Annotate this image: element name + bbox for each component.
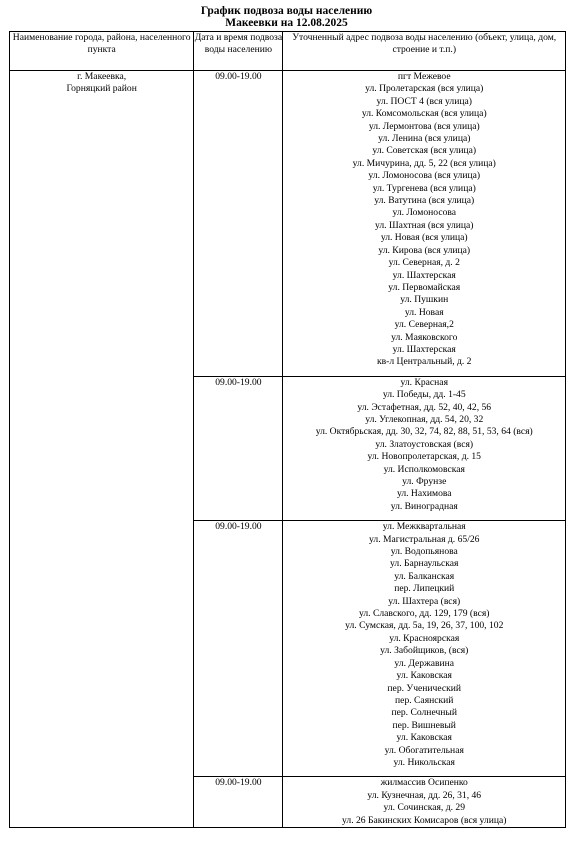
address-line: ул. Шахтерская bbox=[392, 343, 456, 355]
address-line: пер. Ученический bbox=[387, 682, 462, 694]
address-line: ул. Шахтная (вся улица) bbox=[375, 219, 474, 231]
time-column-cell bbox=[194, 71, 283, 828]
address-line: ул. Исполкомовская bbox=[383, 463, 465, 475]
address-line: ул. Барнаульская bbox=[390, 558, 459, 570]
group-separator bbox=[193, 513, 283, 521]
address-line: ул. Кузнечная, дд. 26, 31, 46 bbox=[367, 789, 482, 801]
address-line: ул. ПОСТ 4 (вся улица) bbox=[376, 95, 472, 107]
table-header-row bbox=[10, 32, 566, 71]
address-line: ул. Ленина (вся улица) bbox=[378, 133, 471, 145]
address-line: ул. Забойщиков, (вся) bbox=[380, 645, 469, 657]
address-line: ул. Новая bbox=[404, 306, 444, 318]
time-block bbox=[194, 377, 282, 513]
address-block bbox=[283, 777, 565, 827]
address-line: ул. Тургенева (вся улица) bbox=[372, 182, 476, 194]
address-line: ул. Северная,2 bbox=[394, 319, 454, 331]
address-line: ул. Новая (вся улица) bbox=[380, 232, 468, 244]
address-line: ул. Пушкин bbox=[400, 294, 449, 306]
group-separator bbox=[193, 769, 283, 777]
address-line: ул. Победы, дд. 1-45 bbox=[382, 389, 466, 401]
address-line: ул. Ломоносова (вся улица) bbox=[368, 170, 481, 182]
header-address: Уточненный адрес подвоза воды населению (объект, улица, дом, строение и т.п.) bbox=[283, 32, 566, 71]
delivery-time: 09.00-19.00 bbox=[215, 71, 262, 82]
time-block bbox=[194, 777, 282, 827]
address-line: ул. Северная, д. 2 bbox=[388, 257, 460, 269]
address-line: ул. Каковская bbox=[396, 732, 452, 744]
group-separator bbox=[282, 769, 566, 777]
location-cell bbox=[10, 71, 194, 828]
address-line: ул. Шахтерская bbox=[392, 269, 456, 281]
address-line: пер. Вишневый bbox=[392, 719, 456, 731]
address-line: ул. Углекопная, дд. 54, 20, 32 bbox=[365, 413, 484, 425]
address-line: жилмассив Осипенко bbox=[380, 777, 468, 789]
address-line: ул. Первомайская bbox=[388, 281, 461, 293]
address-column-cell bbox=[283, 71, 566, 828]
time-block bbox=[194, 521, 282, 769]
delivery-time: 09.00-19.00 bbox=[215, 776, 262, 788]
address-line: ул. Нахимова bbox=[396, 488, 452, 500]
address-line: пер. Липецкий bbox=[394, 583, 455, 595]
table-row bbox=[10, 71, 566, 828]
address-line: ул. Сочинская, д. 29 bbox=[383, 802, 465, 814]
group-separator bbox=[193, 369, 283, 377]
address-block bbox=[283, 521, 565, 769]
address-line: ул. Славского, дд. 129, 179 (вся) bbox=[359, 608, 490, 620]
address-line: ул. Новопролетарская, д. 15 bbox=[367, 451, 481, 463]
group-separator bbox=[282, 369, 566, 377]
table-body bbox=[10, 71, 566, 828]
address-line: ул. Пролетарская (вся улица) bbox=[365, 83, 484, 95]
water-schedule-table bbox=[9, 31, 566, 828]
time-column bbox=[194, 71, 282, 827]
district-name: Горняцкий район bbox=[66, 83, 137, 94]
group-separator bbox=[282, 513, 566, 521]
address-line: ул. Каковская bbox=[396, 670, 452, 682]
address-line: ул. Эстафетная, дд. 52, 40, 42, 56 bbox=[357, 401, 492, 413]
address-line: ул. Шахтера (вся) bbox=[388, 595, 461, 607]
address-line: ул. Магистральная д. 65/26 bbox=[369, 533, 480, 545]
address-line: ул. Красная bbox=[400, 376, 448, 388]
address-line: ул. Ватутина (вся улица) bbox=[374, 195, 475, 207]
address-line: ул. Ломоносова bbox=[392, 207, 457, 219]
address-line: ул. 26 Бакинских Комисаров (вся улица) bbox=[342, 814, 507, 826]
address-line: пер. Саянский bbox=[395, 694, 454, 706]
delivery-time: 09.00-19.00 bbox=[215, 376, 262, 388]
address-block bbox=[283, 71, 565, 369]
address-line: ул. Водопьянова bbox=[390, 546, 458, 558]
address-line: ул. Лермонтова (вся улица) bbox=[368, 120, 480, 132]
address-line: пгт Межевое bbox=[397, 71, 451, 82]
address-line: ул. Красноярская bbox=[389, 632, 460, 644]
address-column bbox=[283, 71, 565, 827]
document-title-line2: Макеевки на 12.08.2025 bbox=[225, 17, 348, 29]
address-line: ул. Сумская, дд. 5а, 19, 26, 37, 100, 102 bbox=[345, 620, 504, 632]
address-line: кв-л Центральный, д. 2 bbox=[376, 356, 472, 368]
address-line: ул. Комсомольская (вся улица) bbox=[361, 108, 487, 120]
header-location: Наименование города, района, населенного пункта bbox=[10, 32, 194, 71]
time-block bbox=[194, 71, 282, 369]
address-line: ул. Балканская bbox=[394, 570, 455, 582]
address-line: ул. Октябрьская, дд. 30, 32, 74, 82, 88, 51, 53, 64 (вся) bbox=[315, 426, 533, 438]
header-datetime: Дата и время подвоза воды населению bbox=[194, 32, 283, 71]
address-line: ул. Виноградная bbox=[390, 500, 458, 512]
address-line: ул. Советская (вся улица) bbox=[372, 145, 477, 157]
delivery-time: 09.00-19.00 bbox=[215, 520, 262, 532]
address-line: ул. Маяковского bbox=[391, 331, 458, 343]
address-line: ул. Мичурина, дд. 5, 22 (вся улица) bbox=[352, 157, 496, 169]
address-block bbox=[283, 377, 565, 513]
address-line: пер. Солнечный bbox=[391, 707, 458, 719]
address-line: ул. Никольская bbox=[393, 756, 455, 768]
address-line: ул. Межквартальная bbox=[382, 521, 466, 533]
address-line: ул. Златоустовская (вся) bbox=[375, 438, 474, 450]
address-line: ул. Фрунзе bbox=[402, 476, 447, 487]
document-title-line1: График подвоза воды населению bbox=[200, 5, 373, 17]
address-line: ул. Обогатительная bbox=[384, 744, 464, 756]
address-line: ул. Кирова (вся улица) bbox=[378, 244, 471, 256]
address-line: ул. Державина bbox=[394, 657, 455, 669]
city-name: г. Макеевка, bbox=[77, 71, 127, 82]
